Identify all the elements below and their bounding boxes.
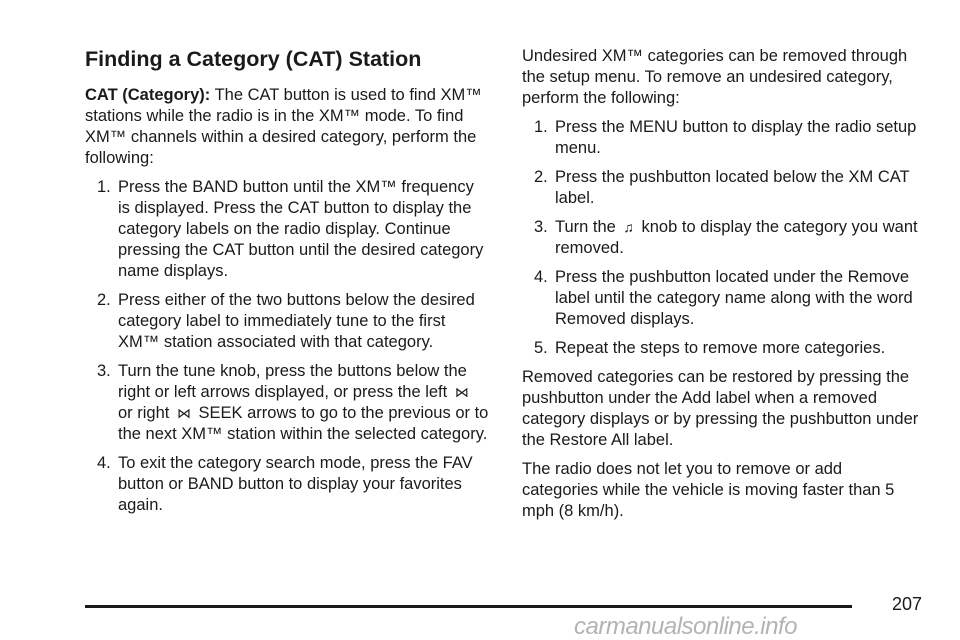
step-text: SEEK arrows to go to the previous or to the next XM™ station within the selected category. bbox=[118, 404, 489, 443]
step-number: 1. bbox=[534, 118, 548, 136]
step-text: Press the pushbutton located under the Remove label until the category name along with the word Removed displays. bbox=[555, 268, 913, 328]
footer-divider bbox=[85, 605, 852, 608]
step-text: or right bbox=[118, 404, 174, 422]
list-item bbox=[85, 290, 490, 353]
step-text: Turn the tune knob, press the buttons below the right or left arrows displayed, or press the left bbox=[118, 362, 467, 401]
speed-limit-paragraph: The radio does not let you to remove or add categories while the vehicle is moving faster than 5 mph (8 km/h). bbox=[522, 460, 895, 520]
step-text: Press the BAND button until the XM™ frequency is displayed. Press the CAT button to display the category labels on the radio display. Continue pressing the CAT button until the desired category name displays. bbox=[118, 178, 484, 280]
step-number: 2. bbox=[97, 291, 111, 309]
music-note-icon: ♫ bbox=[623, 219, 634, 235]
step-number: 3. bbox=[97, 362, 111, 380]
step-text: knob to display the category you want removed. bbox=[555, 218, 918, 257]
intro-paragraph bbox=[85, 85, 490, 169]
step-text: Press either of the two buttons below the desired category label to immediately tune to the first XM™ station associated with that category. bbox=[118, 291, 475, 351]
remove-intro-paragraph: Undesired XM™ categories can be removed through the setup menu. To remove an undesired category, perform the following: bbox=[522, 47, 908, 107]
list-item bbox=[85, 361, 490, 445]
intro-lead-term: CAT (Category): bbox=[85, 86, 211, 104]
list-item bbox=[85, 177, 490, 282]
remove-steps-list bbox=[522, 117, 922, 359]
section-title: Finding a Category (CAT) Station bbox=[85, 47, 422, 71]
intro-body: The CAT button is used to find XM™ stations while the radio is in the XM™ mode. To find XM™ channels within a desired category, perform the following: bbox=[85, 86, 482, 167]
step-text: Press the MENU button to display the radio setup menu. bbox=[555, 118, 917, 157]
seek-right-arrow-icon: ⋈ bbox=[176, 405, 191, 421]
list-item bbox=[522, 338, 922, 359]
step-text: Press the pushbutton located below the XM CAT label. bbox=[555, 168, 910, 207]
step-number: 2. bbox=[534, 168, 548, 186]
step-number: 3. bbox=[534, 218, 548, 236]
restore-paragraph: Removed categories can be restored by pressing the pushbutton under the Add label when a removed category displays or by pressing the pushbutton under the Restore All label. bbox=[522, 368, 919, 449]
page-number: 207 bbox=[891, 594, 922, 614]
step-number: 1. bbox=[97, 178, 111, 196]
left-column bbox=[85, 46, 490, 524]
step-text: Repeat the steps to remove more categories. bbox=[555, 339, 886, 357]
step-text: Turn the bbox=[555, 218, 621, 236]
list-item bbox=[85, 453, 490, 516]
list-item bbox=[522, 267, 922, 330]
step-text: To exit the category search mode, press the FAV button or BAND button to display your favorites again. bbox=[118, 454, 473, 514]
step-number: 4. bbox=[97, 454, 111, 472]
list-item bbox=[522, 117, 922, 159]
site-watermark: carmanualsonline.info bbox=[574, 614, 797, 640]
category-steps-list bbox=[85, 177, 490, 516]
right-column bbox=[522, 46, 922, 530]
step-number: 5. bbox=[534, 339, 548, 357]
list-item bbox=[522, 167, 922, 209]
step-number: 4. bbox=[534, 268, 548, 286]
seek-left-arrow-icon: ⋈ bbox=[454, 384, 469, 400]
list-item bbox=[522, 217, 922, 259]
